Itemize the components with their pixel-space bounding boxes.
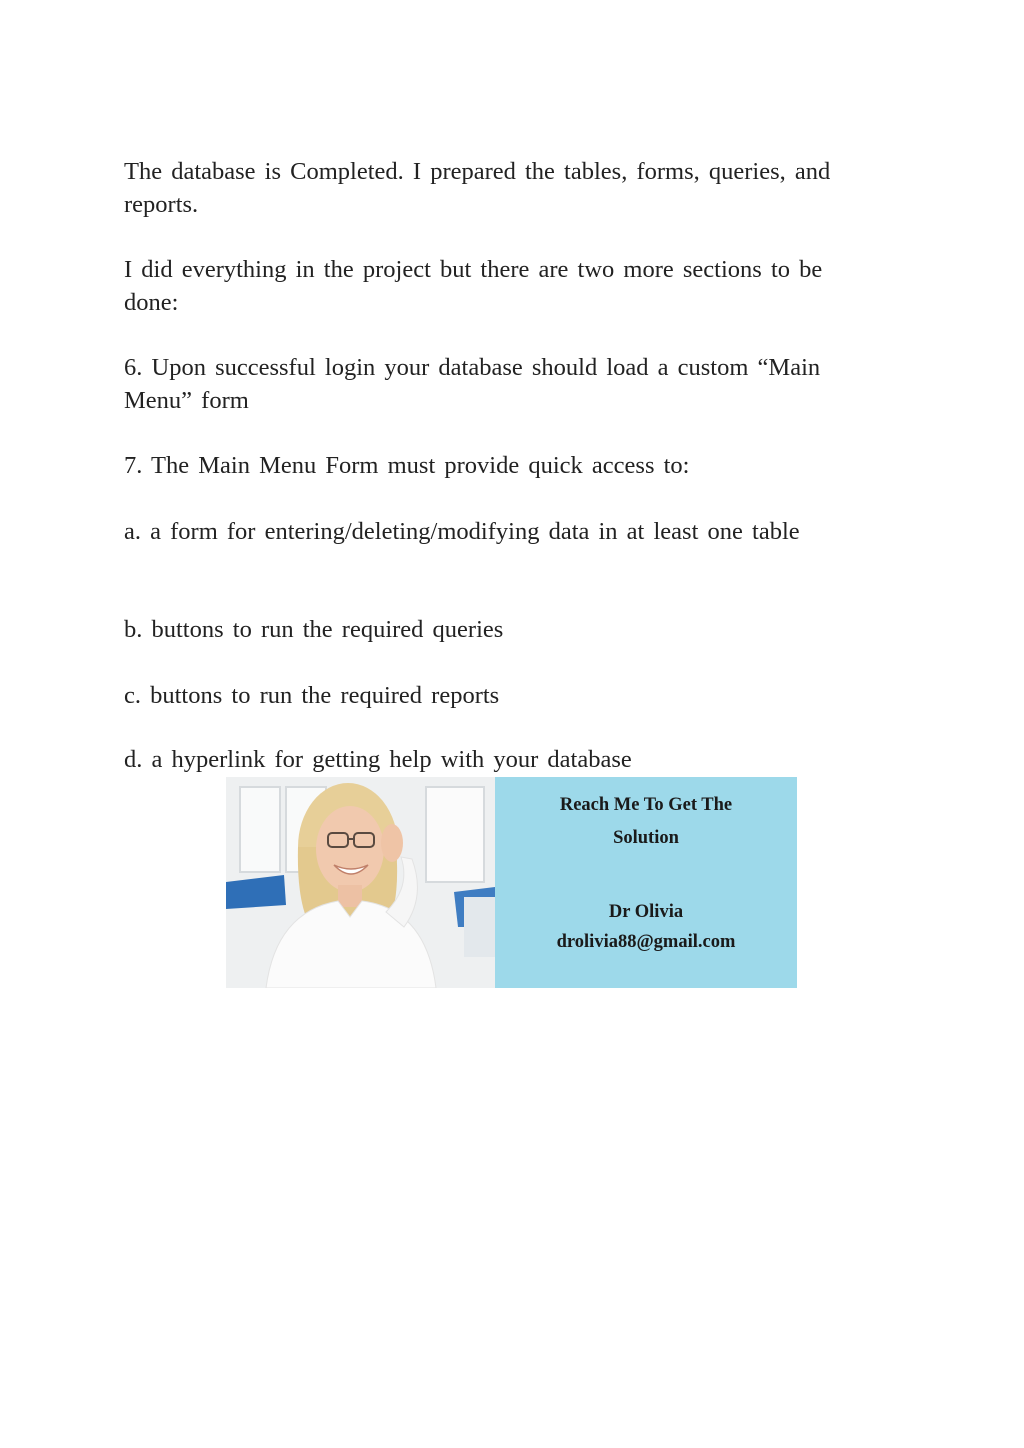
contact-name: Dr Olivia (608, 902, 684, 922)
contact-banner (226, 777, 797, 988)
contact-card (495, 777, 797, 988)
contact-headline-line-2: Solution (613, 828, 679, 848)
contact-headline-line-1: Reach Me To Get The (559, 795, 733, 815)
contact-email: drolivia88@gmail.com (556, 932, 736, 952)
paragraph-status: The database is Completed. I prepared the tables, forms, queries, and reports. (124, 158, 831, 218)
paragraph-item-d: d. a hyperlink for getting help with your database (124, 746, 632, 773)
paragraph-item-c: c. buttons to run the required reports (124, 682, 500, 709)
paragraph-item-7: 7. The Main Menu Form must provide quick access to: (124, 452, 690, 479)
paragraph-item-a: a. a form for entering/deleting/modifying data in at least one table (124, 518, 800, 545)
paragraph-remaining-sections: I did everything in the project but there are two more sections to be done: (124, 256, 823, 316)
photo-illustration (226, 777, 495, 988)
smiling-woman-photo (226, 777, 495, 988)
paragraph-item-b: b. buttons to run the required queries (124, 616, 504, 643)
paragraph-item-6: 6. Upon successful login your database should load a custom “Main Menu” form (124, 354, 821, 414)
